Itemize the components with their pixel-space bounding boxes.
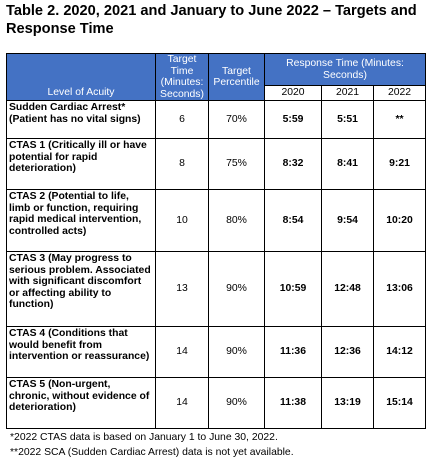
table-title: Table 2. 2020, 2021 and January to June 2022 – Targets and Response Time (6, 3, 417, 37)
table-row (7, 139, 426, 190)
table-row (7, 378, 426, 429)
row-target-percentile: 90% (209, 378, 265, 429)
row-response-2020: 5:59 (265, 101, 322, 139)
row-target-time: 8 (156, 139, 209, 190)
row-response-2022: ** (374, 101, 426, 139)
row-level-name: CTAS 5 (Non-urgent, chronic, without evidence of deterioration) (7, 378, 156, 429)
row-target-time: 14 (156, 327, 209, 378)
header-target-percentile: Target Percentile (209, 54, 265, 101)
row-response-2022: 15:14 (374, 378, 426, 429)
table-row (7, 252, 426, 327)
row-response-2022: 10:20 (374, 190, 426, 252)
row-response-2021: 12:48 (322, 252, 374, 327)
row-level-name: CTAS 2 (Potential to life, limb or function, requiring rapid medical intervention, controlled acts) (7, 190, 156, 252)
row-response-2022: 14:12 (374, 327, 426, 378)
table-row (7, 327, 426, 378)
header-year-2020: 2020 (265, 86, 322, 101)
row-response-2021: 5:51 (322, 101, 374, 139)
footnote-sca: **2022 SCA (Sudden Cardiac Arrest) data is not yet available. (10, 447, 294, 458)
header-level-of-acuity: Level of Acuity (7, 54, 156, 101)
row-target-time: 14 (156, 378, 209, 429)
header-year-2021: 2021 (322, 86, 374, 101)
row-response-2022: 9:21 (374, 139, 426, 190)
row-response-2021: 12:36 (322, 327, 374, 378)
row-target-percentile: 70% (209, 101, 265, 139)
row-response-2020: 11:36 (265, 327, 322, 378)
targets-response-table (6, 53, 426, 429)
row-response-2021: 13:19 (322, 378, 374, 429)
table-row (7, 190, 426, 252)
row-response-2020: 10:59 (265, 252, 322, 327)
row-response-2021: 8:41 (322, 139, 374, 190)
header-response-time: Response Time (Minutes: Seconds) (265, 54, 426, 86)
row-level-name: Sudden Cardiac Arrest* (Patient has no vital signs) (7, 101, 156, 139)
row-target-percentile: 90% (209, 327, 265, 378)
row-response-2020: 11:38 (265, 378, 322, 429)
row-target-time: 6 (156, 101, 209, 139)
row-response-2020: 8:32 (265, 139, 322, 190)
row-target-time: 13 (156, 252, 209, 327)
footnote-ctas: *2022 CTAS data is based on January 1 to June 30, 2022. (10, 432, 278, 443)
row-target-percentile: 90% (209, 252, 265, 327)
header-year-2022: 2022 (374, 86, 426, 101)
row-target-percentile: 75% (209, 139, 265, 190)
table-row (7, 101, 426, 139)
row-target-time: 10 (156, 190, 209, 252)
header-target-time: Target Time (Minutes: Seconds) (156, 54, 209, 101)
row-level-name: CTAS 3 (May progress to serious problem. Associated with significant discomfort or affecting ability to function) (7, 252, 156, 327)
row-target-percentile: 80% (209, 190, 265, 252)
row-response-2020: 8:54 (265, 190, 322, 252)
row-response-2022: 13:06 (374, 252, 426, 327)
row-level-name: CTAS 1 (Critically ill or have potential for rapid deterioration) (7, 139, 156, 190)
row-level-name: CTAS 4 (Conditions that would benefit from intervention or reassurance) (7, 327, 156, 378)
row-response-2021: 9:54 (322, 190, 374, 252)
